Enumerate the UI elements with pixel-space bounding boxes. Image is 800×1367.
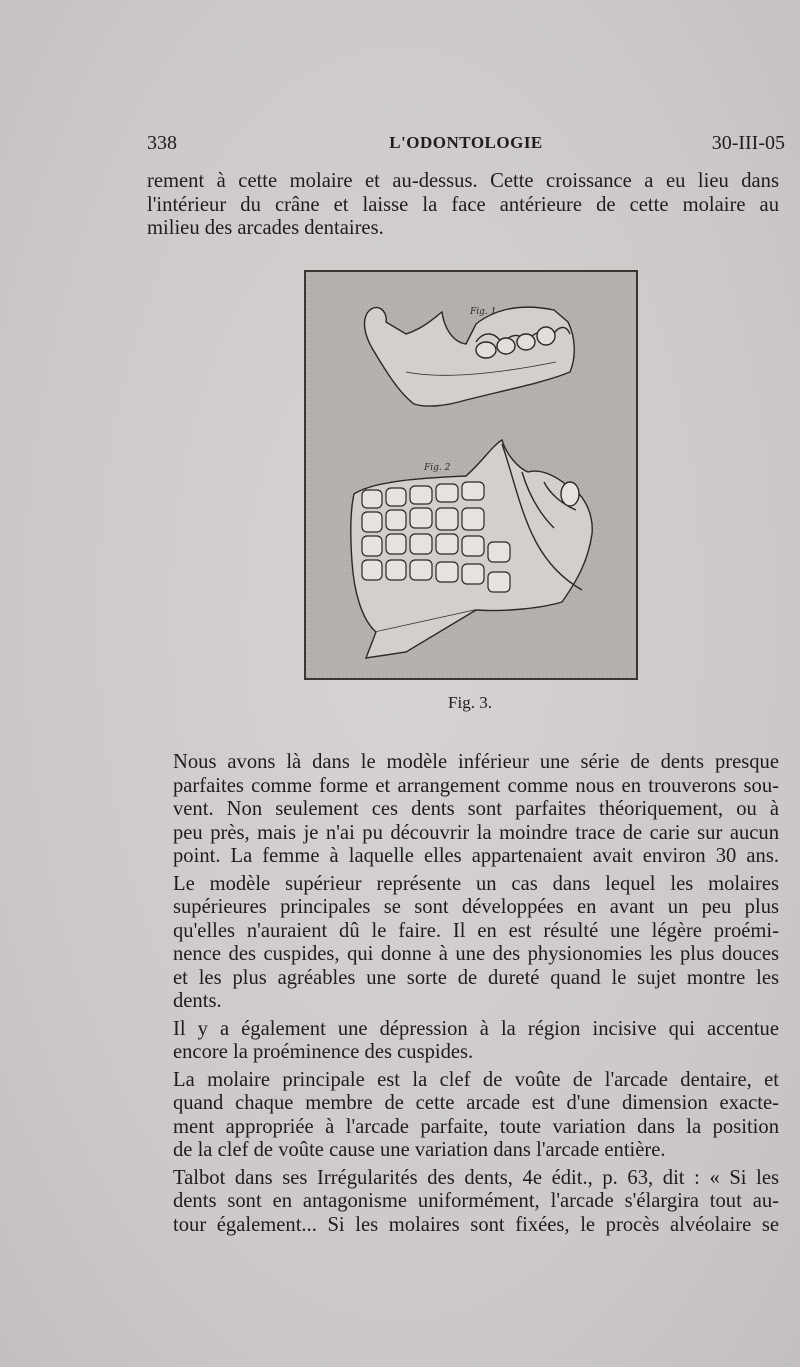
issue-date: 30-III-05 [711,132,785,154]
text-line: milieu des arcades dentaires. [147,217,384,239]
jaw-illustration [304,270,638,680]
running-title: L'ODONTOLOGIE [389,133,543,152]
text-block-top [147,170,779,241]
text-line: tour également... Si les molaires sont fixées, le procès alvéolaire se [173,1213,779,1236]
text-line: rement à cette molaire et au-dessus. Cette croissance a eu lieu dans [147,170,779,192]
text-line: Nous avons là dans le modèle inférieur une série de dents presque [173,751,779,773]
text-line: nence des cuspides, qui donne à une des physionomies les plus douces [173,943,779,965]
fig2-label: Fig. 2 [424,463,451,473]
text-line: supérieures principales se sont développées en avant un peu plus [173,896,779,918]
text-line: et les plus agréables une sorte de dureté quand le sujet montre les [173,966,779,989]
text-line: Talbot dans ses Irrégularités des dents, 4e édit., p. 63, dit : « Si les [173,1166,779,1189]
paragraph [147,1018,779,1065]
text-line: l'intérieur du crâne et laisse la face antérieure de cette molaire au [147,193,779,216]
text-line: qu'elles n'auraient dû le faire. Il en est résulté une légère proémi- [173,919,779,942]
running-header [147,130,785,160]
paragraph-continuation [147,170,779,241]
text-line: de la clef de voûte cause une variation dans l'arcade entière. [173,1139,666,1161]
text-line: ment appropriée à l'arcade parfaite, toute variation dans la position [173,1115,779,1138]
paragraph [147,751,779,869]
page-number: 338 [147,132,177,154]
figure-caption: Fig. 3. [448,693,492,712]
text-line: quand chaque membre de cette arcade est d'une dimension exacte- [173,1092,779,1114]
text-line: dents sont en antagonisme uniformément, l'arcade s'élargira tout au- [173,1190,779,1212]
text-line: Le modèle supérieur représente un cas dans lequel les molaires [173,872,779,895]
paragraph [147,1069,779,1163]
fig1-label: Fig. 1 [470,307,497,317]
paragraph [147,1167,779,1238]
text-line: dents. [173,990,222,1012]
text-line: Il y a également une dépression à la région incisive qui accentue [173,1017,779,1040]
text-line: La molaire principale est la clef de voûte de l'arcade dentaire, et [173,1068,779,1091]
text-block-main [147,747,779,1237]
jaw-drawing [306,272,636,678]
text-line: encore la proéminence des cuspides. [173,1041,474,1063]
text-line: peu près, mais je n'ai pu découvrir la moindre trace de carie sur aucun [173,821,779,844]
paragraph [147,873,779,1014]
text-line: vent. Non seulement ces dents sont parfaites théoriquement, ou à [173,798,779,820]
text-line: parfaites comme forme et arrangement comme nous en trouverons sou- [173,774,779,797]
text-line: point. La femme à laquelle elles appartenaient avait environ 30 ans. [173,845,779,867]
